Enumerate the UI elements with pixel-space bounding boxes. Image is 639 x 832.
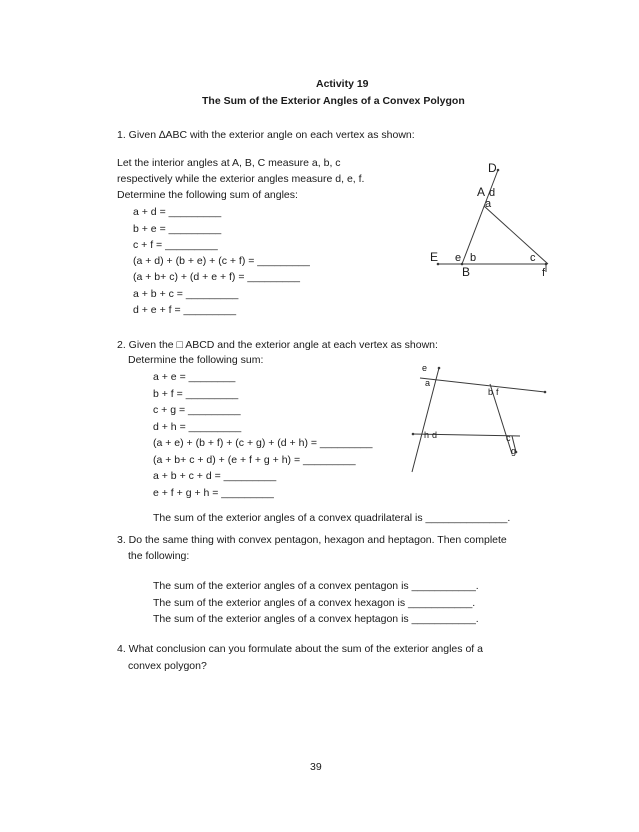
q2-intro: Determine the following sum: [128, 354, 264, 366]
label-angle-c: c [530, 252, 536, 264]
q1-intro-line-3: Determine the following sum of angles: [117, 189, 298, 201]
quadrilateral-abcd-figure [408, 362, 558, 472]
label-angle-h: h [424, 430, 430, 440]
side-ac [484, 206, 548, 264]
q1-item: a + d = _________ [133, 206, 222, 218]
label-angle-b: b [488, 387, 494, 397]
side-bc-extended [490, 384, 512, 454]
label-angle-g: g [511, 446, 517, 456]
q1-item: (a + b+ c) + (d + e + f) = _________ [133, 271, 300, 283]
q1-intro-line-2: respectively while the exterior angles measure d, e, f. [117, 173, 365, 185]
q1-item: c + f = _________ [133, 239, 218, 251]
label-d-point: D [488, 161, 497, 175]
label-a-vertex: A [477, 185, 486, 199]
q1-item: b + e = _________ [133, 223, 222, 235]
side-ab-extended [420, 378, 545, 392]
label-angle-c: c [506, 433, 511, 443]
point-ray-a [438, 367, 441, 370]
q2-item: a + e = ________ [153, 371, 236, 383]
q2-item: (a + e) + (b + f) + (c + g) + (d + h) = _________ [153, 437, 373, 449]
point-d [497, 169, 500, 172]
q4-prompt-line-2: convex polygon? [128, 660, 207, 672]
activity-number: Activity 19 [316, 78, 369, 90]
label-angle-e: e [455, 252, 462, 264]
q2-item: a + b + c + d = _________ [153, 470, 277, 482]
q1-intro-line-1: Let the interior angles at A, B, C measure a, b, c [117, 157, 341, 169]
label-b-vertex: B [462, 265, 471, 279]
q2-item: c + g = _________ [153, 404, 241, 416]
q1-item: d + e + f = _________ [133, 304, 237, 316]
q4-prompt-line-1: 4. What conclusion can you formulate about the sum of the exterior angles of a [117, 643, 483, 655]
q3-item: The sum of the exterior angles of a convex heptagon is ___________. [153, 613, 479, 625]
q3-item: The sum of the exterior angles of a convex hexagon is ___________. [153, 597, 476, 609]
q2-item: e + f + g + h = _________ [153, 487, 274, 499]
label-angle-b: b [470, 252, 477, 264]
side-dc-extended [413, 434, 520, 436]
q2-item: (a + b+ c + d) + (e + f + g + h) = _________ [153, 454, 356, 466]
label-angle-a: a [485, 198, 492, 210]
q1-prompt: 1. Given ∆ABC with the exterior angle on each vertex as shown: [117, 129, 415, 141]
q2-conclusion: The sum of the exterior angles of a convex quadrilateral is ______________. [153, 512, 511, 524]
label-angle-e: e [422, 363, 428, 373]
label-angle-d: d [432, 430, 438, 440]
q1-item: (a + d) + (b + e) + (c + f) = _________ [133, 255, 310, 267]
q2-item: d + h = _________ [153, 421, 242, 433]
q3-prompt-line-2: the following: [128, 550, 190, 562]
label-angle-f: f [542, 267, 546, 279]
label-angle-a: a [425, 378, 431, 388]
point-ray-d [412, 433, 415, 436]
label-angle-f: f [496, 387, 499, 397]
page-title: The Sum of the Exterior Angles of a Convex Polygon [202, 95, 465, 107]
point-c [545, 263, 548, 266]
q2-prompt: 2. Given the □ ABCD and the exterior angle at each vertex as shown: [117, 339, 438, 351]
point-ray-b [544, 391, 547, 394]
label-e-point: E [430, 250, 439, 264]
q3-item: The sum of the exterior angles of a convex pentagon is ___________. [153, 580, 479, 592]
q2-item: b + f = _________ [153, 388, 239, 400]
q1-item: a + b + c = _________ [133, 288, 239, 300]
q3-prompt-line-1: 3. Do the same thing with convex pentagon, hexagon and heptagon. Then complete [117, 534, 507, 546]
label-angle-d: d [489, 187, 496, 199]
triangle-abc-figure [420, 158, 560, 284]
page-number: 39 [310, 761, 322, 773]
